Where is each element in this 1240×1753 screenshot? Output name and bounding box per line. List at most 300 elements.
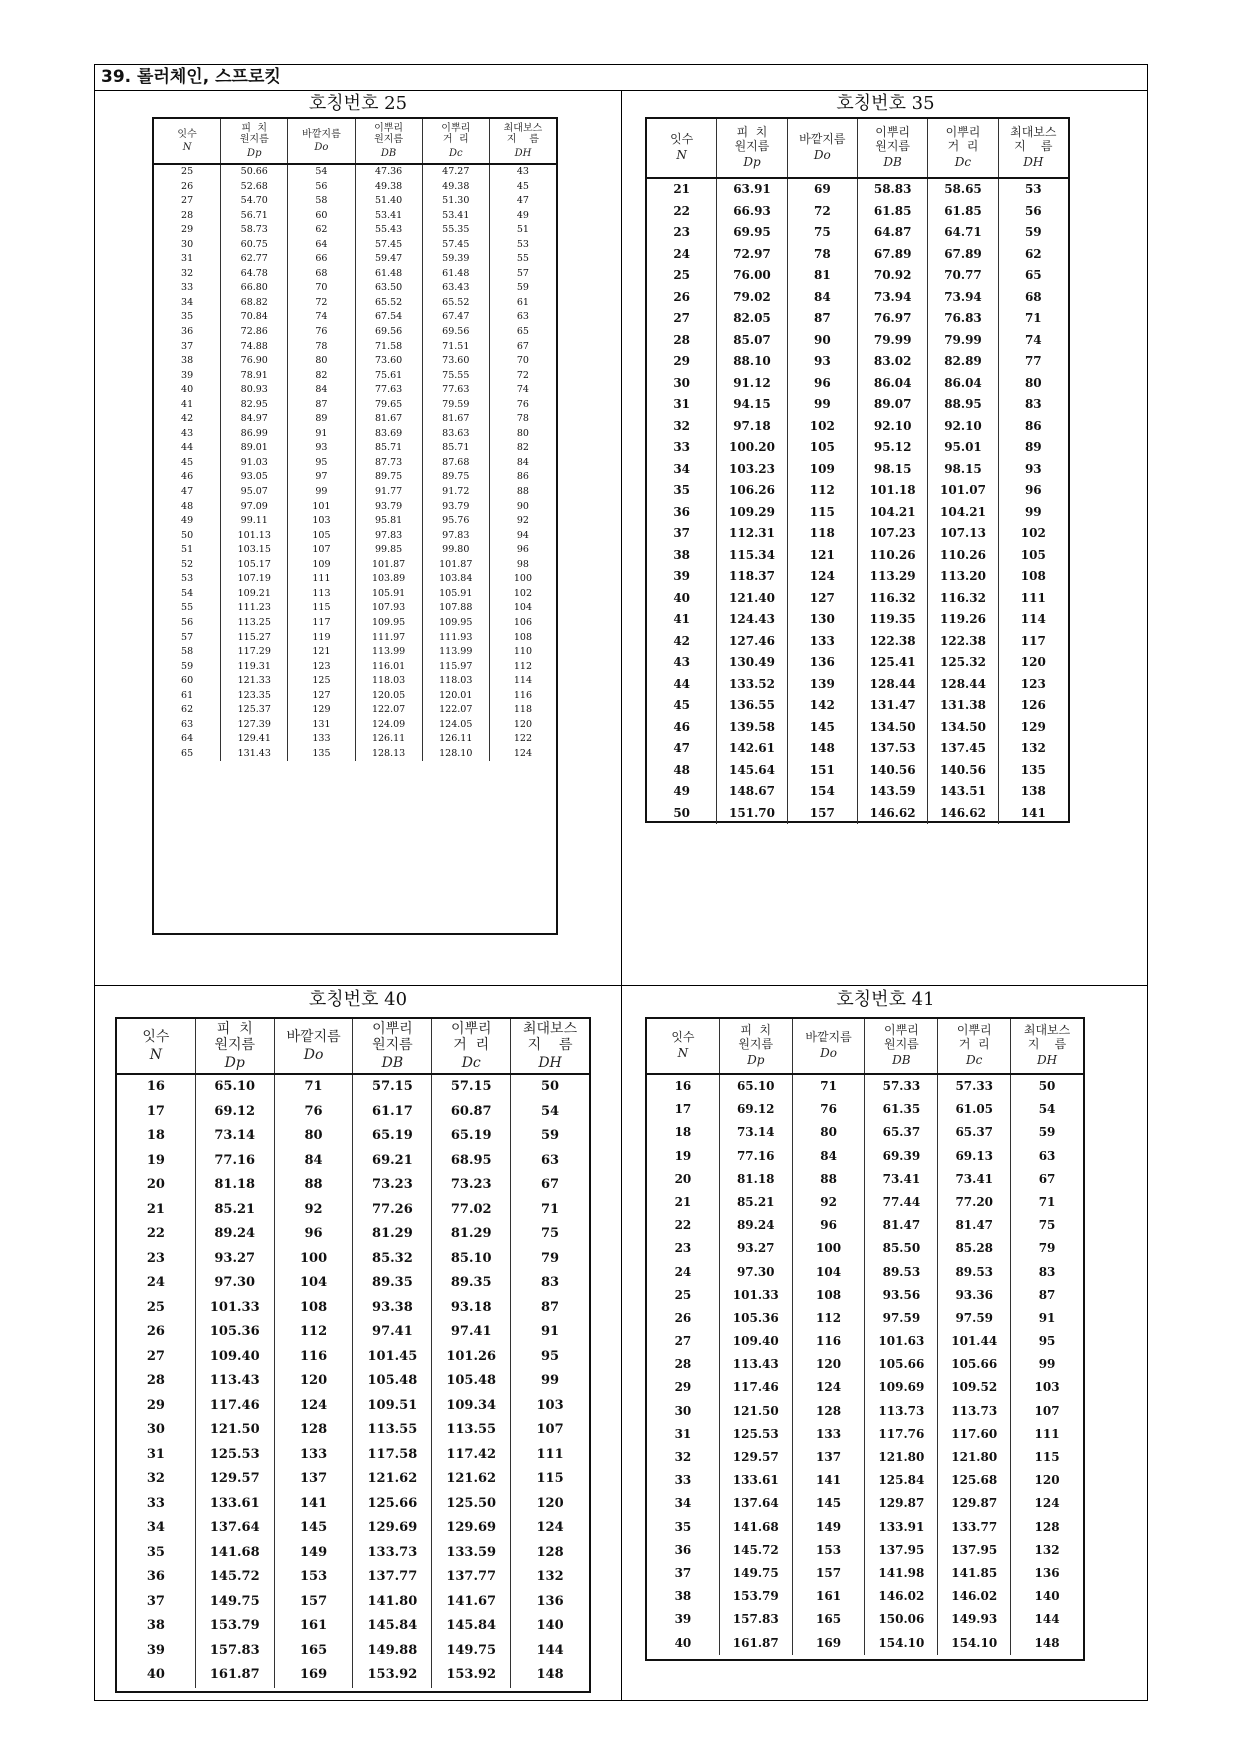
table-cell: 149.75 xyxy=(209,1593,260,1609)
table-cell: 56 xyxy=(315,180,328,192)
table-cell: 49 xyxy=(673,784,691,798)
table-cell: 18 xyxy=(146,1128,165,1143)
table-cell: 79.99 xyxy=(873,332,912,347)
header-symbol: Dp xyxy=(743,154,761,169)
table-cell: 119.31 xyxy=(237,660,271,672)
table-cell: 89.75 xyxy=(442,471,470,483)
table-cell: 61.85 xyxy=(873,203,912,218)
table-cell: 69.21 xyxy=(372,1152,413,1168)
table-cell: 70 xyxy=(315,282,328,294)
table-cell: 149 xyxy=(300,1544,328,1560)
table-cell: 89.75 xyxy=(375,471,403,483)
table-cell: 136.55 xyxy=(729,698,775,712)
table-cell: 37 xyxy=(181,340,194,352)
table-cell: 73.23 xyxy=(372,1177,413,1192)
table-cell: 153.79 xyxy=(732,1589,779,1604)
table-cell: 97 xyxy=(315,471,328,483)
table-cell: 84.97 xyxy=(240,413,268,425)
header-label: 이뿌리 원지름 xyxy=(374,122,404,146)
table-cell: 161.87 xyxy=(732,1635,779,1650)
table-cell: 64.71 xyxy=(944,225,982,239)
table-cell: 79.02 xyxy=(733,289,771,304)
column-divider xyxy=(621,91,622,1701)
table-cell: 21 xyxy=(673,182,691,196)
table-cell: 128 xyxy=(816,1403,842,1418)
table-cell: 85.21 xyxy=(214,1201,256,1217)
table-cell: 67.89 xyxy=(944,246,982,261)
table-cell: 93.27 xyxy=(214,1250,256,1266)
table-cell: 67 xyxy=(1038,1171,1056,1186)
table-cell: 49 xyxy=(516,209,529,221)
header-label: 이뿌리 원지름 xyxy=(884,1023,919,1052)
table-cell: 57.33 xyxy=(955,1079,994,1093)
table-cell: 97.09 xyxy=(240,500,268,512)
table-cell: 89.01 xyxy=(240,442,268,454)
table-cell: 67.89 xyxy=(873,246,912,261)
table-cell: 79 xyxy=(541,1250,560,1266)
table-cell: 133 xyxy=(809,633,835,648)
table-cell: 94 xyxy=(516,529,529,541)
table-cell: 65.37 xyxy=(955,1125,994,1140)
table-cell: 22 xyxy=(674,1218,692,1233)
table-cell: 124 xyxy=(536,1520,564,1535)
table-cell: 68 xyxy=(1024,289,1042,304)
table-cell: 130 xyxy=(809,612,835,626)
table-header xyxy=(647,119,1068,179)
table-cell: 90 xyxy=(516,500,529,512)
header-root-diameter xyxy=(858,119,928,177)
table-cell: 130.49 xyxy=(729,655,775,669)
table-cell: 125.41 xyxy=(869,655,916,669)
header-symbol: DB xyxy=(381,1055,404,1072)
table-cell: 19 xyxy=(674,1148,692,1163)
table-cell: 118.37 xyxy=(729,569,775,583)
table-cell: 57.33 xyxy=(882,1079,921,1093)
table-cell: 28 xyxy=(673,332,691,347)
table-cell: 146.02 xyxy=(878,1589,925,1604)
table-cell: 149 xyxy=(816,1519,842,1534)
table-cell: 64 xyxy=(181,733,194,745)
table-cell: 65.52 xyxy=(375,296,403,308)
table-cell: 54 xyxy=(315,166,328,177)
table-cell: 133.73 xyxy=(367,1544,418,1560)
table-cell: 89.53 xyxy=(955,1264,994,1279)
table-cell: 77.63 xyxy=(375,384,403,396)
header-symbol: Dp xyxy=(224,1055,245,1072)
table-cell: 124 xyxy=(513,747,533,759)
table-cell: 75 xyxy=(813,225,831,239)
table-cell: 26 xyxy=(673,289,691,304)
table-cell: 50.66 xyxy=(240,166,268,177)
table-cell: 17 xyxy=(146,1103,165,1119)
header-teeth xyxy=(117,1019,196,1073)
document-frame xyxy=(94,64,1148,1701)
col-pitch-diameter xyxy=(196,1075,275,1688)
header-pitch-diameter xyxy=(196,1019,275,1073)
table-cell: 55 xyxy=(181,602,194,614)
table-cell: 87.68 xyxy=(442,456,470,468)
table-cell: 55 xyxy=(516,253,529,265)
table-cell: 73.14 xyxy=(736,1125,775,1140)
table-cell: 101.33 xyxy=(209,1299,260,1315)
table-cell: 85.32 xyxy=(372,1250,413,1266)
table-cell: 125.84 xyxy=(878,1473,925,1488)
header-symbol: N xyxy=(677,1046,689,1060)
table-cell: 87 xyxy=(1038,1287,1056,1302)
table-cell: 97.41 xyxy=(372,1324,413,1339)
header-boss-diameter xyxy=(1011,1019,1083,1073)
table-cell: 117.76 xyxy=(878,1426,925,1441)
table-cell: 113.55 xyxy=(367,1422,418,1437)
table-cell: 85.28 xyxy=(955,1241,994,1256)
table-cell: 121.62 xyxy=(446,1471,497,1486)
header-symbol: DB xyxy=(380,147,397,159)
table-cell: 91.72 xyxy=(442,486,470,498)
table-cell: 148 xyxy=(809,741,835,755)
table-body xyxy=(647,1075,1083,1655)
table-cell: 67.47 xyxy=(442,311,470,323)
table-cell: 96 xyxy=(1024,483,1042,497)
header-symbol: Do xyxy=(813,148,831,162)
table-cell: 25 xyxy=(673,268,691,282)
table-cell: 53.41 xyxy=(375,209,403,221)
table-cell: 32 xyxy=(674,1450,692,1464)
table-cell: 84 xyxy=(516,456,529,468)
header-symbol: DB xyxy=(892,1052,911,1067)
table-cell: 120 xyxy=(300,1373,328,1388)
table-cell: 120 xyxy=(1034,1473,1060,1488)
table-cell: 25 xyxy=(674,1287,692,1302)
table-cell: 31 xyxy=(674,1426,692,1441)
table-cell: 137.95 xyxy=(951,1542,998,1557)
table-cell: 100.20 xyxy=(729,440,775,454)
table-cell: 97.59 xyxy=(955,1310,994,1325)
table-cell: 72 xyxy=(315,296,328,308)
col-pitch-diameter xyxy=(717,179,787,824)
table-cell: 62 xyxy=(315,224,328,236)
table-cell: 145 xyxy=(809,719,835,734)
table-cell: 75 xyxy=(541,1226,560,1241)
table-cell: 80.93 xyxy=(240,384,268,396)
table-cell: 145.72 xyxy=(732,1542,779,1557)
table-cell: 129 xyxy=(312,704,331,716)
table-cell: 157 xyxy=(809,805,835,820)
table-cell: 29 xyxy=(674,1380,692,1395)
table-cell: 76 xyxy=(304,1103,323,1119)
table-cell: 157.83 xyxy=(209,1642,260,1658)
table-cell: 69 xyxy=(813,182,831,196)
table-cell: 55.43 xyxy=(375,224,403,236)
header-symbol: N xyxy=(149,1047,163,1063)
table-cell: 120 xyxy=(816,1357,842,1372)
table-cell: 109.51 xyxy=(367,1397,418,1413)
table-cell: 122 xyxy=(513,733,533,745)
table-cell: 46 xyxy=(181,471,194,483)
table-cell: 128.44 xyxy=(869,676,916,691)
table-cell: 131 xyxy=(312,718,331,730)
table-cell: 153 xyxy=(816,1542,842,1557)
table-cell: 71.51 xyxy=(442,340,470,352)
col-pitch-diameter xyxy=(720,1075,793,1655)
header-label: 피 치 원지름 xyxy=(214,1020,256,1053)
header-label: 잇수 xyxy=(671,1030,695,1045)
table-cell: 133.77 xyxy=(951,1519,998,1534)
table-cell: 112 xyxy=(513,660,533,672)
table-cell: 107.88 xyxy=(439,602,473,614)
table-cell: 141.67 xyxy=(446,1593,497,1609)
table-cell: 47 xyxy=(181,486,194,498)
table-cell: 122.07 xyxy=(439,704,473,716)
table-cell: 85.10 xyxy=(450,1250,492,1266)
table-cell: 27 xyxy=(674,1334,692,1349)
col-outer-diameter xyxy=(288,165,355,761)
table-cell: 72.86 xyxy=(240,326,268,338)
table-cell: 24 xyxy=(674,1264,692,1279)
table-cell: 29 xyxy=(181,224,194,236)
table-cell: 117.58 xyxy=(367,1446,418,1462)
table-cell: 132 xyxy=(1034,1542,1060,1557)
table-cell: 93.38 xyxy=(372,1299,413,1315)
table-cell: 67 xyxy=(516,340,529,352)
table-cell: 103.89 xyxy=(371,573,406,585)
table-cell: 82.05 xyxy=(733,311,771,325)
table-cell: 27 xyxy=(673,311,691,325)
table-cell: 89.07 xyxy=(873,397,912,411)
table-cell: 80 xyxy=(1024,375,1042,390)
table-cell: 101.87 xyxy=(371,558,406,570)
table-cell: 76.97 xyxy=(873,311,912,325)
table-cell: 87.73 xyxy=(375,456,403,468)
table-cell: 131.38 xyxy=(940,698,986,712)
table-cell: 51.40 xyxy=(375,195,403,207)
table-cell: 109.40 xyxy=(209,1348,260,1364)
table-cell: 144 xyxy=(1034,1612,1060,1627)
table-cell: 146.62 xyxy=(869,805,916,820)
table-cell: 39 xyxy=(674,1612,692,1627)
table-cell: 53 xyxy=(181,573,194,585)
table-cell: 149.75 xyxy=(446,1642,497,1658)
table-cell: 71 xyxy=(1024,311,1042,325)
table-cell: 71 xyxy=(1038,1194,1056,1209)
table-cell: 78 xyxy=(315,340,328,352)
table-cell: 109.95 xyxy=(371,616,406,628)
table-cell: 78.91 xyxy=(240,369,268,381)
table-cell: 104 xyxy=(513,602,533,614)
table-cell: 113.43 xyxy=(209,1373,260,1388)
table-cell: 107.13 xyxy=(940,526,986,540)
table-cell: 143.51 xyxy=(940,784,986,798)
table-cell: 127 xyxy=(312,689,331,701)
table-cell: 146.62 xyxy=(940,805,986,820)
table-cell: 133.91 xyxy=(878,1519,925,1534)
header-teeth xyxy=(154,119,221,163)
table-cell: 58.73 xyxy=(240,224,268,236)
table-cell: 141.68 xyxy=(209,1544,260,1560)
table-cell: 136 xyxy=(1034,1565,1060,1580)
table-cell: 139.58 xyxy=(729,719,775,734)
table-cell: 121 xyxy=(312,646,331,658)
col-outer-diameter xyxy=(788,179,858,824)
table-cell: 70.77 xyxy=(944,268,982,282)
header-label: 피 치 원지름 xyxy=(738,1023,774,1052)
table-cell: 63 xyxy=(541,1152,560,1168)
table-cell: 118.03 xyxy=(371,675,406,687)
table-cell: 117.60 xyxy=(951,1426,998,1441)
table-header xyxy=(154,119,556,165)
table-cell: 148 xyxy=(1034,1635,1060,1650)
table-cell: 128 xyxy=(1034,1519,1060,1534)
table-cell: 30 xyxy=(674,1403,692,1418)
table-cell: 51 xyxy=(516,224,529,236)
table-cell: 64.78 xyxy=(240,267,268,279)
table-cell: 31 xyxy=(673,397,691,411)
table-cell: 58.65 xyxy=(944,182,982,196)
table-cell: 137 xyxy=(816,1450,842,1464)
table-cell: 45 xyxy=(181,456,194,468)
header-symbol: Do xyxy=(314,142,329,153)
table-cell: 28 xyxy=(146,1373,165,1388)
table-cell: 121.80 xyxy=(878,1450,925,1464)
table-cell: 59 xyxy=(541,1128,560,1143)
table-cell: 97.41 xyxy=(450,1324,492,1339)
table-cell: 142 xyxy=(809,698,835,712)
table-cell: 101.87 xyxy=(439,558,473,570)
table-cell: 119 xyxy=(312,631,331,643)
table-cell: 97.30 xyxy=(214,1275,256,1290)
table-cell: 97.83 xyxy=(442,529,470,541)
table-cell: 161 xyxy=(300,1618,328,1633)
table-cell: 133 xyxy=(312,733,331,745)
table-cell: 127 xyxy=(809,590,835,605)
table-cell: 101.13 xyxy=(237,529,271,541)
table-cell: 106.26 xyxy=(729,483,775,497)
table-cell: 36 xyxy=(181,326,194,338)
table-cell: 131.47 xyxy=(869,698,916,712)
table-cell: 21 xyxy=(674,1194,692,1209)
table-cell: 86 xyxy=(516,471,529,483)
table-cell: 107.19 xyxy=(237,573,271,585)
table-cell: 141.98 xyxy=(878,1565,925,1580)
table-cell: 85.71 xyxy=(442,442,470,454)
table-header xyxy=(117,1019,589,1075)
header-symbol: Dp xyxy=(747,1052,765,1067)
table-cell: 70.84 xyxy=(240,311,268,323)
table-cell: 73.23 xyxy=(450,1177,492,1192)
table-cell: 104 xyxy=(300,1275,328,1290)
col-boss-diameter xyxy=(999,179,1068,824)
table-cell: 129.69 xyxy=(367,1520,418,1535)
table-cell: 29 xyxy=(146,1397,165,1413)
table-cell: 105.17 xyxy=(237,558,271,570)
table-cell: 76.83 xyxy=(944,311,982,325)
table-cell: 141.80 xyxy=(367,1593,418,1609)
table-cell: 76 xyxy=(516,398,529,410)
table-cell: 61.85 xyxy=(944,203,982,218)
table-cell: 88 xyxy=(820,1171,837,1186)
table-cell: 161.87 xyxy=(209,1667,260,1682)
table-cell: 109.29 xyxy=(729,504,775,519)
table-cell: 73.94 xyxy=(944,289,982,304)
table-cell: 116.01 xyxy=(371,660,406,672)
table-cell: 81.29 xyxy=(450,1226,492,1241)
table-cell: 54 xyxy=(181,587,194,599)
table-cell: 65.19 xyxy=(372,1128,413,1143)
table-cell: 25 xyxy=(146,1299,165,1315)
table-cell: 42 xyxy=(673,633,691,648)
table-cell: 154.10 xyxy=(951,1635,998,1650)
table-cell: 86.04 xyxy=(873,375,912,390)
table-cell: 24 xyxy=(146,1275,165,1290)
table-cell: 53.41 xyxy=(442,209,470,221)
table-cell: 56 xyxy=(181,616,194,628)
table-cell: 92.10 xyxy=(944,418,982,433)
table-cell: 65.10 xyxy=(736,1079,775,1093)
table-cell: 92 xyxy=(516,515,529,527)
table-cell: 128.44 xyxy=(940,676,986,691)
table-cell: 109 xyxy=(809,461,835,476)
table-cell: 71 xyxy=(541,1201,560,1217)
table-cell: 111.97 xyxy=(371,631,406,643)
table-cell: 99 xyxy=(541,1373,560,1388)
table-cell: 128 xyxy=(300,1422,328,1437)
table-cell: 145.72 xyxy=(209,1569,260,1584)
table-cell: 65 xyxy=(181,747,194,759)
table-cell: 121.50 xyxy=(732,1403,779,1418)
table-cell: 57.45 xyxy=(442,238,470,250)
table-cell: 82 xyxy=(516,442,529,454)
table-cell: 116 xyxy=(816,1334,842,1349)
table-cell: 37 xyxy=(146,1593,165,1609)
spec-table-40 xyxy=(115,1017,591,1693)
table-cell: 121 xyxy=(809,547,835,562)
table-cell: 95.12 xyxy=(873,440,912,454)
table-cell: 44 xyxy=(181,442,194,454)
table-cell: 80 xyxy=(516,427,529,439)
table-cell: 99.11 xyxy=(240,515,268,527)
table-cell: 120 xyxy=(513,718,533,730)
table-cell: 111.23 xyxy=(237,602,271,614)
table-cell: 105.91 xyxy=(439,587,473,599)
table-cell: 89.24 xyxy=(736,1218,775,1233)
table-cell: 93.79 xyxy=(375,500,403,512)
table-cell: 59 xyxy=(181,660,194,672)
table-cell: 69.13 xyxy=(955,1148,994,1163)
table-cell: 35 xyxy=(181,311,194,323)
table-cell: 120 xyxy=(1020,655,1046,669)
table-cell: 83.02 xyxy=(873,354,912,368)
table-cell: 157 xyxy=(300,1593,328,1609)
header-label: 최대보스 지 름 xyxy=(523,1020,578,1053)
table-cell: 33 xyxy=(181,282,194,294)
table-cell: 110 xyxy=(513,646,533,658)
table-cell: 49.38 xyxy=(375,180,403,192)
table-cell: 22 xyxy=(673,203,691,218)
table-cell: 129.87 xyxy=(878,1496,925,1511)
table-cell: 85.50 xyxy=(882,1241,921,1256)
table-cell: 30 xyxy=(673,375,691,390)
table-cell: 103.15 xyxy=(237,544,271,556)
table-cell: 70 xyxy=(516,355,529,367)
table-cell: 115 xyxy=(809,504,835,519)
table-cell: 61.17 xyxy=(372,1103,413,1119)
header-symbol: Do xyxy=(820,1046,837,1060)
table-cell: 133.59 xyxy=(446,1544,497,1560)
header-symbol: DH xyxy=(514,147,532,159)
table-cell: 59 xyxy=(516,282,529,294)
table-cell: 113 xyxy=(312,587,331,599)
table-cell: 68.95 xyxy=(450,1152,492,1168)
table-cell: 60.75 xyxy=(240,238,268,250)
